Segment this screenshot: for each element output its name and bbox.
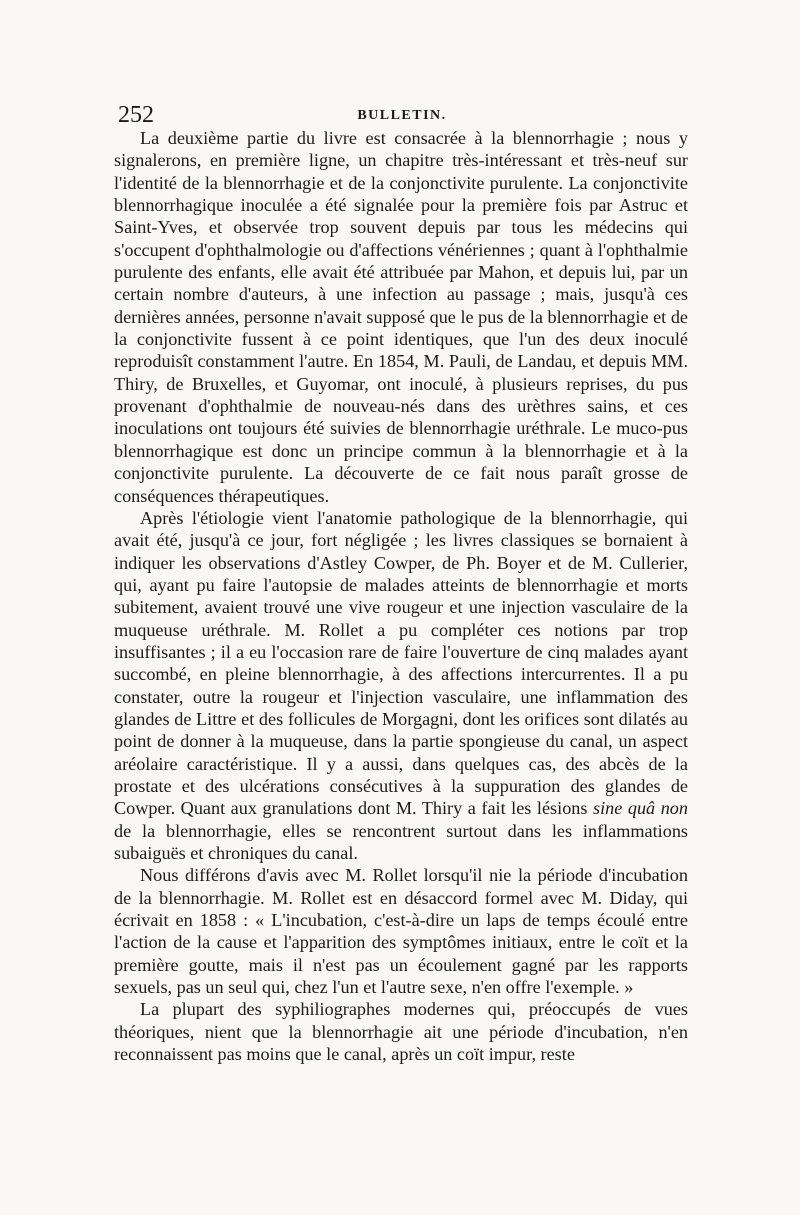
paragraph-1-text: La deuxième partie du livre est consacrée à la blennorrhagie ; nous y signalerons, en première ligne, un chapitre très-intéressant et très-neuf sur l'identité de la blennorrhagie et de la conjonctivite purulente. La conjonctivite blennorrhagique inoculée a été signalée pour la première fois par Astruc et Saint-Yves, et observée trop souvent depuis par tous les médecins qui s'occupent d'ophthalmologie ou d'affections vénériennes ; quant à l'ophthalmie purulente des enfants, elle avait été attribuée par Mahon, et depuis lui, par un certain nombre d'auteurs, à une infection au passage ; mais, jusqu'à ces dernières années, personne n'avait supposé que le pus de la blennorrhagie et de la conjonctivite fussent à ce point identiques, que l'un des deux inoculé reproduisît constamment l'autre. En 1854, M. Pauli, de Landau, et depuis MM. Thiry, de Bruxelles, et Guyomar, ont inoculé, à plusieurs reprises, du pus provenant d'ophthalmie de nouveau-nés dans des urèthres sains, et ces inoculations ont toujours été suivies de blennorrhagie uréthrale. Le muco-pus blennorrhagique est donc un principe commun à la blennorrhagie et à la conjonctivite purulente. La découverte de ce fait nous paraît grosse de conséquences thérapeutiques. [114,128,688,506]
paragraph-3 [114,864,688,998]
paragraph-2 [114,507,688,865]
page-number: 252 [118,102,154,128]
paragraph-1 [114,127,688,507]
paragraph-4 [114,998,688,1065]
page-header [118,100,686,130]
paragraph-3-text: Nous différons d'avis avec M. Rollet lorsqu'il nie la période d'incubation de la blennorrhagie. M. Rollet est en désaccord formel avec M. Diday, qui écrivait en 1858 : « L'incubation, c'est-à-dire un laps de temps écoulé entre l'action de la cause et l'apparition des symptômes initiaux, entre le coït et la première goutte, mais il n'est pas un écoulement gagné par les rapports sexuels, pas un seul qui, chez l'un et l'autre sexe, n'en offre l'exemple. » [114,865,688,998]
paragraph-2-text-start: Après l'étiologie vient l'anatomie pathologique de la blennorrhagie, qui avait été, jusqu'à ce jour, fort négligée ; les livres classiques se bornaient à indiquer les observations d'Astley Cowper, de Ph. Boyer et de M. Cullerier, qui, ayant pu faire l'autopsie de malades atteints de blennorrhagie et morts subitement, avaient trouvé une vive rougeur et une injection vasculaire de la muqueuse uréthrale. M. Rollet a pu compléter ces notions par trop insuffisantes ; il a eu l'occasion rare de faire l'ouverture de cinq malades ayant succombé, en pleine blennorrhagie, à des affections intercurrentes. Il a pu constater, outre la rougeur et l'injection vasculaire, une inflammation des glandes de Littre et des follicules de Morgagni, dont les orifices sont dilatés au point de donner à la muqueuse, dans la partie spongieuse du canal, un aspect aréolaire caractéristique. Il y a aussi, dans quelques cas, des abcès de la prostate et des ulcérations consécutives à la suppuration des glandes de Cowper. Quant aux granulations dont M. Thiry a fait les lésions [114,507,688,819]
latin-phrase: sine quâ non [593,798,688,819]
paragraph-4-text: La plupart des syphiliographes modernes qui, préoccupés de vues théoriques, nient que la blennorrhagie ait une période d'incubation, n'en reconnaissent pas moins que le canal, après un coït impur, reste [114,999,688,1065]
paragraph-2-text-end: de la blennorrhagie, elles se rencontrent surtout dans les inflammations subaiguës et chroniques du canal. [114,820,688,863]
body-text [114,127,688,1065]
running-title: BULLETIN. [357,108,447,123]
